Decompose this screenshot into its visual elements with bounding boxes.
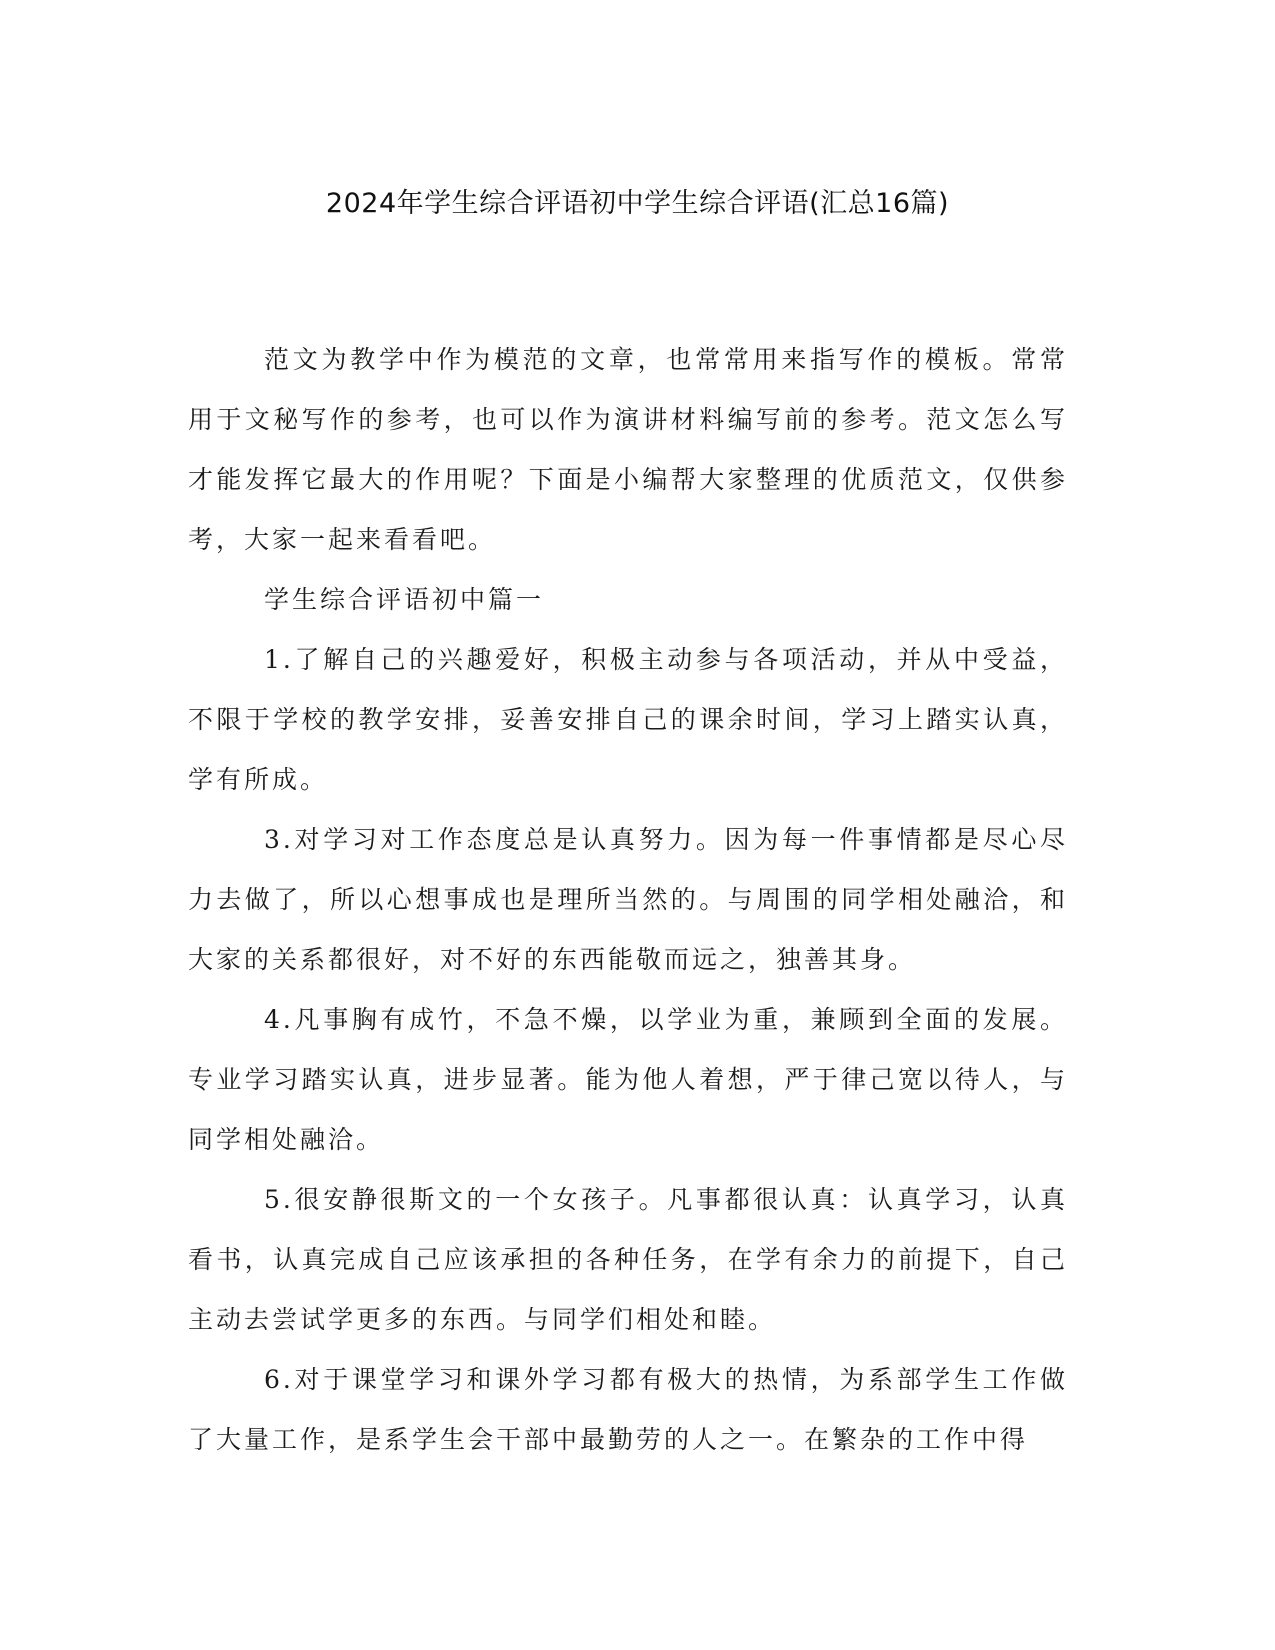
document-body — [188, 330, 1068, 1470]
document-title: 2024年学生综合评语初中学生综合评语(汇总16篇) — [325, 188, 950, 219]
list-item: 6.对于课堂学习和课外学习都有极大的热情，为系部学生工作做了大量工作，是系学生会干部中最勤劳的人之一。在繁杂的工作中得 — [188, 1365, 1068, 1454]
intro-paragraph: 范文为教学中作为模范的文章，也常常用来指写作的模板。常常用于文秘写作的参考，也可以作为演讲材料编写前的参考。范文怎么写才能发挥它最大的作用呢？下面是小编帮大家整理的优质范文，仅供参考，大家一起来看看吧。 — [188, 345, 1068, 554]
list-item: 4.凡事胸有成竹，不急不燥，以学业为重，兼顾到全面的发展。专业学习踏实认真，进步显著。能为他人着想，严于律己宽以待人，与同学相处融洽。 — [188, 1005, 1068, 1154]
list-item: 1.了解自己的兴趣爱好，积极主动参与各项活动，并从中受益，不限于学校的教学安排，妥善安排自己的课余时间，学习上踏实认真，学有所成。 — [188, 645, 1068, 794]
list-item: 3.对学习对工作态度总是认真努力。因为每一件事情都是尽心尽力去做了，所以心想事成也是理所当然的。与周围的同学相处融洽，和大家的关系都很好，对不好的东西能敬而远之，独善其身。 — [188, 825, 1068, 974]
section-heading: 学生综合评语初中篇一 — [264, 585, 545, 614]
list-item: 5.很安静很斯文的一个女孩子。凡事都很认真：认真学习，认真看书，认真完成自己应该承担的各种任务，在学有余力的前提下，自己主动去尝试学更多的东西。与同学们相处和睦。 — [188, 1185, 1068, 1334]
